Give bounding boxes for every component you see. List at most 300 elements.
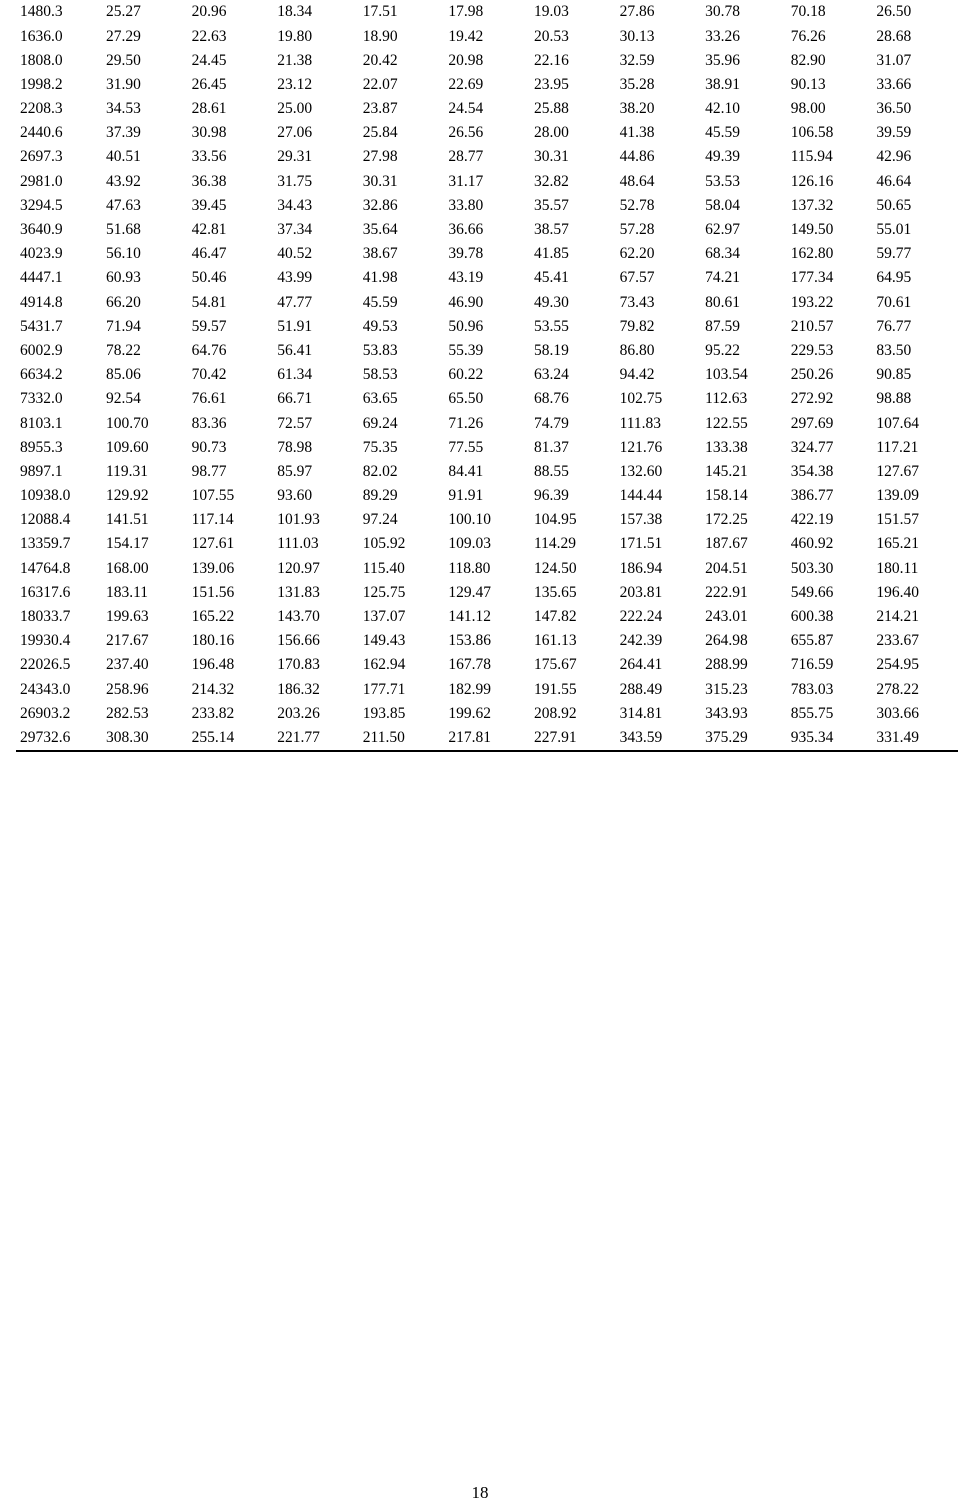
table-cell: 600.38 (790, 608, 834, 626)
table-cell: 49.30 (533, 293, 569, 311)
table-cell: 214.32 (191, 680, 235, 698)
table-cell: 55.01 (876, 221, 912, 239)
table-cell: 237.40 (106, 656, 149, 674)
table-cell: 343.93 (705, 704, 748, 722)
table-cell: 95.22 (705, 341, 741, 359)
table-cell: 37.39 (106, 124, 141, 142)
table-cell: 149.43 (362, 632, 406, 650)
table-cell: 196.40 (876, 583, 919, 601)
table-row (16, 605, 958, 629)
table-cell: 127.61 (191, 535, 235, 553)
table-row (16, 169, 958, 193)
table-cell: 154.17 (106, 535, 149, 553)
table-cell: 29.31 (277, 148, 313, 166)
table-cell: 111.83 (619, 414, 662, 432)
table-cell: 106.58 (790, 124, 834, 142)
table-cell: 121.76 (619, 438, 663, 456)
table-cell: 132.60 (619, 462, 663, 480)
table-cell: 180.11 (876, 559, 919, 577)
table-cell: 28.68 (876, 27, 912, 45)
table-row (16, 24, 958, 48)
table-cell: 191.55 (533, 680, 577, 698)
table-cell: 139.09 (876, 487, 919, 505)
table-cell: 76.26 (790, 27, 826, 45)
table-cell: 90.73 (191, 438, 227, 456)
table-cell: 42.96 (876, 148, 912, 166)
table-cell: 354.38 (790, 462, 834, 480)
table-cell: 41.38 (619, 124, 655, 142)
table-cell: 175.67 (533, 656, 577, 674)
table-cell: 107.64 (876, 414, 919, 432)
table-cell: 83.36 (191, 414, 227, 432)
table-cell: 127.67 (876, 462, 919, 480)
table-cell: 92.54 (106, 390, 141, 408)
table-cell: 43.99 (277, 269, 313, 287)
table-row (16, 460, 958, 484)
table-cell: 78.22 (106, 341, 141, 359)
table-cell: 82.02 (362, 462, 398, 480)
table-cell: 31.75 (277, 172, 313, 190)
table-cell: 221.77 (273, 726, 359, 751)
table-cell: 49.39 (705, 148, 741, 166)
row-key-cell: 1636.0 (20, 27, 63, 45)
row-key-cell: 1808.0 (20, 51, 63, 69)
table-cell: 87.59 (705, 317, 741, 335)
row-key-cell: 4447.1 (20, 269, 63, 287)
table-cell: 65.50 (448, 390, 484, 408)
table-cell: 214.21 (876, 608, 919, 626)
table-cell: 182.99 (448, 680, 491, 698)
table-cell: 40.51 (106, 148, 141, 166)
table-cell: 84.41 (448, 462, 484, 480)
data-table (16, 0, 958, 752)
table-row (16, 701, 958, 725)
table-cell: 43.19 (448, 269, 484, 287)
table-cell: 63.65 (362, 390, 398, 408)
table-cell: 210.57 (790, 317, 834, 335)
table-cell: 170.83 (277, 656, 320, 674)
table-cell: 21.38 (277, 51, 313, 69)
row-key-cell: 2697.3 (20, 148, 63, 166)
table-cell: 86.80 (619, 341, 655, 359)
table-cell: 47.77 (277, 293, 313, 311)
row-key-cell: 6634.2 (20, 366, 63, 384)
row-key-cell: 14764.8 (20, 559, 71, 577)
table-cell: 22.69 (448, 75, 484, 93)
table-cell: 31.17 (448, 172, 484, 190)
table-cell: 177.71 (362, 680, 406, 698)
table-cell: 96.39 (533, 487, 569, 505)
table-cell: 242.39 (619, 632, 663, 650)
table-cell: 59.77 (876, 245, 912, 263)
table-cell: 186.94 (619, 559, 663, 577)
table-cell: 38.20 (619, 100, 655, 118)
table-cell: 36.66 (448, 221, 484, 239)
table-cell: 203.81 (619, 583, 663, 601)
table-cell: 72.57 (277, 414, 313, 432)
table-cell: 112.63 (705, 390, 748, 408)
table-cell: 120.97 (277, 559, 320, 577)
table-cell: 288.49 (619, 680, 663, 698)
table-cell: 71.94 (106, 317, 141, 335)
table-cell: 303.66 (876, 704, 919, 722)
table-cell: 33.80 (448, 196, 484, 214)
table-cell: 199.62 (448, 704, 491, 722)
row-key-cell: 4914.8 (20, 293, 63, 311)
table-cell: 375.29 (701, 726, 787, 751)
table-row (16, 484, 958, 508)
table-cell: 258.96 (106, 680, 149, 698)
table-cell: 34.43 (277, 196, 313, 214)
table-cell: 217.81 (444, 726, 530, 751)
table-cell: 34.53 (106, 100, 141, 118)
table-cell: 58.53 (362, 366, 398, 384)
table-cell: 20.42 (362, 51, 398, 69)
table-cell: 855.75 (790, 704, 834, 722)
table-cell: 41.98 (362, 269, 398, 287)
table-cell: 716.59 (790, 656, 834, 674)
table-cell: 343.59 (616, 726, 702, 751)
table-cell: 655.87 (790, 632, 834, 650)
table-cell: 30.98 (191, 124, 227, 142)
table-cell: 23.12 (277, 75, 313, 93)
table-cell: 141.51 (106, 511, 149, 529)
table-cell: 314.81 (619, 704, 663, 722)
table-cell: 26.50 (876, 3, 912, 21)
row-key-cell: 22026.5 (20, 656, 71, 674)
table-cell: 158.14 (705, 487, 748, 505)
table-cell: 141.12 (448, 608, 491, 626)
table-row (16, 411, 958, 435)
table-row (16, 0, 958, 24)
table-cell: 222.91 (705, 583, 748, 601)
table-cell: 315.23 (705, 680, 748, 698)
table-cell: 254.95 (876, 656, 919, 674)
table-cell: 70.61 (876, 293, 912, 311)
table-cell: 32.86 (362, 196, 398, 214)
table-cell: 165.21 (876, 535, 919, 553)
table-cell: 69.24 (362, 414, 398, 432)
table-cell: 115.94 (790, 148, 833, 166)
row-key-cell: 26903.2 (20, 704, 71, 722)
table-cell: 70.18 (790, 3, 826, 21)
row-key-cell: 18033.7 (20, 608, 71, 626)
table-cell: 89.29 (362, 487, 398, 505)
table-cell: 143.70 (277, 608, 320, 626)
table-cell: 39.59 (876, 124, 912, 142)
table-cell: 20.98 (448, 51, 484, 69)
table-cell: 935.34 (787, 726, 873, 751)
table-cell: 68.34 (705, 245, 741, 263)
table-cell: 324.77 (790, 438, 834, 456)
table-cell: 19.42 (448, 27, 484, 45)
row-key-cell: 29732.6 (16, 726, 102, 751)
table-cell: 39.45 (191, 196, 227, 214)
table-cell: 227.91 (530, 726, 616, 751)
table-cell: 27.29 (106, 27, 141, 45)
table-row (16, 266, 958, 290)
table-row (16, 581, 958, 605)
table-cell: 93.60 (277, 487, 313, 505)
table-cell: 60.22 (448, 366, 484, 384)
table-cell: 17.51 (362, 3, 398, 21)
table-cell: 19.03 (533, 3, 569, 21)
table-cell: 19.80 (277, 27, 313, 45)
table-cell: 109.60 (106, 438, 149, 456)
table-cell: 114.29 (533, 535, 577, 553)
table-cell: 38.57 (533, 221, 569, 239)
table-cell: 103.54 (705, 366, 748, 384)
table-cell: 33.26 (705, 27, 741, 45)
page-number: 18 (471, 1483, 489, 1502)
table-row (16, 387, 958, 411)
table-cell: 46.47 (191, 245, 227, 263)
table-cell: 18.34 (277, 3, 313, 21)
table-cell: 31.07 (876, 51, 912, 69)
table-cell: 46.90 (448, 293, 484, 311)
table-cell: 59.57 (191, 317, 227, 335)
table-cell: 17.98 (448, 3, 484, 21)
table-cell: 80.61 (705, 293, 741, 311)
table-cell: 54.81 (191, 293, 227, 311)
table-cell: 51.68 (106, 221, 141, 239)
table-cell: 282.53 (106, 704, 149, 722)
table-cell: 64.76 (191, 341, 227, 359)
table-cell: 98.77 (191, 462, 227, 480)
table-cell: 156.66 (277, 632, 320, 650)
table-cell: 76.77 (876, 317, 912, 335)
table-cell: 264.41 (619, 656, 663, 674)
table-cell: 30.13 (619, 27, 655, 45)
table-cell: 30.78 (705, 3, 741, 21)
table-cell: 105.92 (362, 535, 406, 553)
table-cell: 126.16 (790, 172, 834, 190)
table-cell: 25.00 (277, 100, 313, 118)
table-row (16, 242, 958, 266)
table-row (16, 290, 958, 314)
table-cell: 172.25 (705, 511, 748, 529)
table-cell: 151.57 (876, 511, 919, 529)
table-cell: 193.22 (790, 293, 834, 311)
table-cell: 145.21 (705, 462, 748, 480)
table-row (16, 532, 958, 556)
table-cell: 147.82 (533, 608, 577, 626)
table-cell: 187.67 (705, 535, 748, 553)
table-cell: 82.90 (790, 51, 826, 69)
table-row (16, 121, 958, 145)
table-row (16, 726, 958, 751)
table-cell: 165.22 (191, 608, 235, 626)
table-cell: 24.45 (191, 51, 227, 69)
table-cell: 97.24 (362, 511, 398, 529)
table-cell: 98.00 (790, 100, 826, 118)
table-cell: 133.38 (705, 438, 748, 456)
table-cell: 73.43 (619, 293, 655, 311)
table-row (16, 677, 958, 701)
table-cell: 111.03 (277, 535, 319, 553)
table-cell: 50.46 (191, 269, 227, 287)
table-cell: 53.53 (705, 172, 741, 190)
table-cell: 162.94 (362, 656, 406, 674)
table-cell: 27.06 (277, 124, 313, 142)
table-cell: 31.90 (106, 75, 141, 93)
table-cell: 109.03 (448, 535, 491, 553)
row-key-cell: 24343.0 (20, 680, 71, 698)
table-cell: 68.76 (533, 390, 569, 408)
table-cell: 42.10 (705, 100, 741, 118)
table-cell: 139.06 (191, 559, 235, 577)
row-key-cell: 2981.0 (20, 172, 63, 190)
row-key-cell: 2440.6 (20, 124, 63, 142)
table-row (16, 653, 958, 677)
table-cell: 27.98 (362, 148, 398, 166)
table-cell: 81.37 (533, 438, 569, 456)
row-key-cell: 1480.3 (20, 3, 63, 21)
table-cell: 45.59 (362, 293, 398, 311)
table-cell: 66.20 (106, 293, 141, 311)
table-cell: 39.78 (448, 245, 484, 263)
table-cell: 44.86 (619, 148, 655, 166)
table-cell: 53.83 (362, 341, 398, 359)
table-cell: 229.53 (790, 341, 834, 359)
table-cell: 255.14 (188, 726, 274, 751)
table-cell: 102.75 (619, 390, 663, 408)
row-key-cell: 13359.7 (20, 535, 71, 553)
table-cell: 171.51 (619, 535, 663, 553)
table-row (16, 314, 958, 338)
table-cell: 26.45 (191, 75, 227, 93)
table-cell: 46.64 (876, 172, 912, 190)
table-cell: 137.07 (362, 608, 406, 626)
table-cell: 308.30 (102, 726, 188, 751)
table-cell: 60.93 (106, 269, 141, 287)
table-cell: 33.66 (876, 75, 912, 93)
table-cell: 56.10 (106, 245, 141, 263)
table-cell: 135.65 (533, 583, 577, 601)
table-cell: 91.91 (448, 487, 484, 505)
table-cell: 217.67 (106, 632, 149, 650)
table-row (16, 435, 958, 459)
table-cell: 331.49 (872, 726, 958, 751)
table-cell: 129.47 (448, 583, 491, 601)
table-cell: 151.56 (191, 583, 235, 601)
table-cell: 28.61 (191, 100, 227, 118)
table-cell: 66.71 (277, 390, 313, 408)
table-cell: 25.88 (533, 100, 569, 118)
table-cell: 386.77 (790, 487, 834, 505)
table-cell: 101.93 (277, 511, 320, 529)
table-cell: 117.14 (191, 511, 234, 529)
table-cell: 460.92 (790, 535, 834, 553)
table-body (16, 0, 958, 751)
table-cell: 107.55 (191, 487, 235, 505)
table-cell: 168.00 (106, 559, 149, 577)
table-cell: 124.50 (533, 559, 577, 577)
table-cell: 250.26 (790, 366, 834, 384)
table-cell: 36.38 (191, 172, 227, 190)
table-cell: 75.35 (362, 438, 398, 456)
table-row (16, 363, 958, 387)
table-cell: 29.50 (106, 51, 141, 69)
table-cell: 45.59 (705, 124, 741, 142)
table-cell: 27.86 (619, 3, 655, 21)
table-cell: 56.41 (277, 341, 313, 359)
row-key-cell: 10938.0 (20, 487, 71, 505)
table-cell: 28.00 (533, 124, 569, 142)
table-cell: 49.53 (362, 317, 398, 335)
table-cell: 25.27 (106, 3, 141, 21)
table-cell: 36.50 (876, 100, 912, 118)
table-cell: 233.67 (876, 632, 919, 650)
table-cell: 23.87 (362, 100, 398, 118)
table-row (16, 48, 958, 72)
table-cell: 88.55 (533, 462, 569, 480)
table-cell: 64.95 (876, 269, 912, 287)
table-cell: 119.31 (106, 462, 149, 480)
table-cell: 38.67 (362, 245, 398, 263)
table-cell: 32.59 (619, 51, 655, 69)
table-cell: 196.48 (191, 656, 235, 674)
table-cell: 32.82 (533, 172, 569, 190)
table-cell: 58.04 (705, 196, 741, 214)
table-cell: 22.63 (191, 27, 227, 45)
table-cell: 117.21 (876, 438, 919, 456)
table-cell: 422.19 (790, 511, 834, 529)
table-row (16, 556, 958, 580)
table-cell: 77.55 (448, 438, 484, 456)
table-cell: 23.95 (533, 75, 569, 93)
table-cell: 79.82 (619, 317, 655, 335)
table-cell: 186.32 (277, 680, 320, 698)
table-cell: 76.61 (191, 390, 227, 408)
table-cell: 50.96 (448, 317, 484, 335)
table-cell: 50.65 (876, 196, 912, 214)
table-cell: 85.97 (277, 462, 313, 480)
table-cell: 55.39 (448, 341, 484, 359)
table-cell: 43.92 (106, 172, 141, 190)
row-key-cell: 9897.1 (20, 462, 63, 480)
table-cell: 63.24 (533, 366, 569, 384)
table-cell: 61.34 (277, 366, 313, 384)
table-cell: 122.55 (705, 414, 748, 432)
table-cell: 144.44 (619, 487, 663, 505)
table-cell: 83.50 (876, 341, 912, 359)
table-cell: 118.80 (448, 559, 491, 577)
table-cell: 115.40 (362, 559, 405, 577)
table-cell: 264.98 (705, 632, 748, 650)
table-row (16, 194, 958, 218)
row-key-cell: 3294.5 (20, 196, 63, 214)
table-cell: 47.63 (106, 196, 141, 214)
table-cell: 28.77 (448, 148, 484, 166)
table-cell: 149.50 (790, 221, 834, 239)
table-cell: 783.03 (790, 680, 834, 698)
table-cell: 193.85 (362, 704, 406, 722)
table-cell: 78.98 (277, 438, 313, 456)
table-cell: 104.95 (533, 511, 577, 529)
table-cell: 42.81 (191, 221, 227, 239)
table-cell: 67.57 (619, 269, 655, 287)
table-cell: 18.90 (362, 27, 398, 45)
row-key-cell: 2208.3 (20, 100, 63, 118)
table-cell: 74.21 (705, 269, 741, 287)
table-cell: 203.26 (277, 704, 320, 722)
table-cell: 222.24 (619, 608, 663, 626)
table-cell: 180.16 (191, 632, 235, 650)
row-key-cell: 8103.1 (20, 414, 63, 432)
table-cell: 90.85 (876, 366, 912, 384)
row-key-cell: 3640.9 (20, 221, 63, 239)
